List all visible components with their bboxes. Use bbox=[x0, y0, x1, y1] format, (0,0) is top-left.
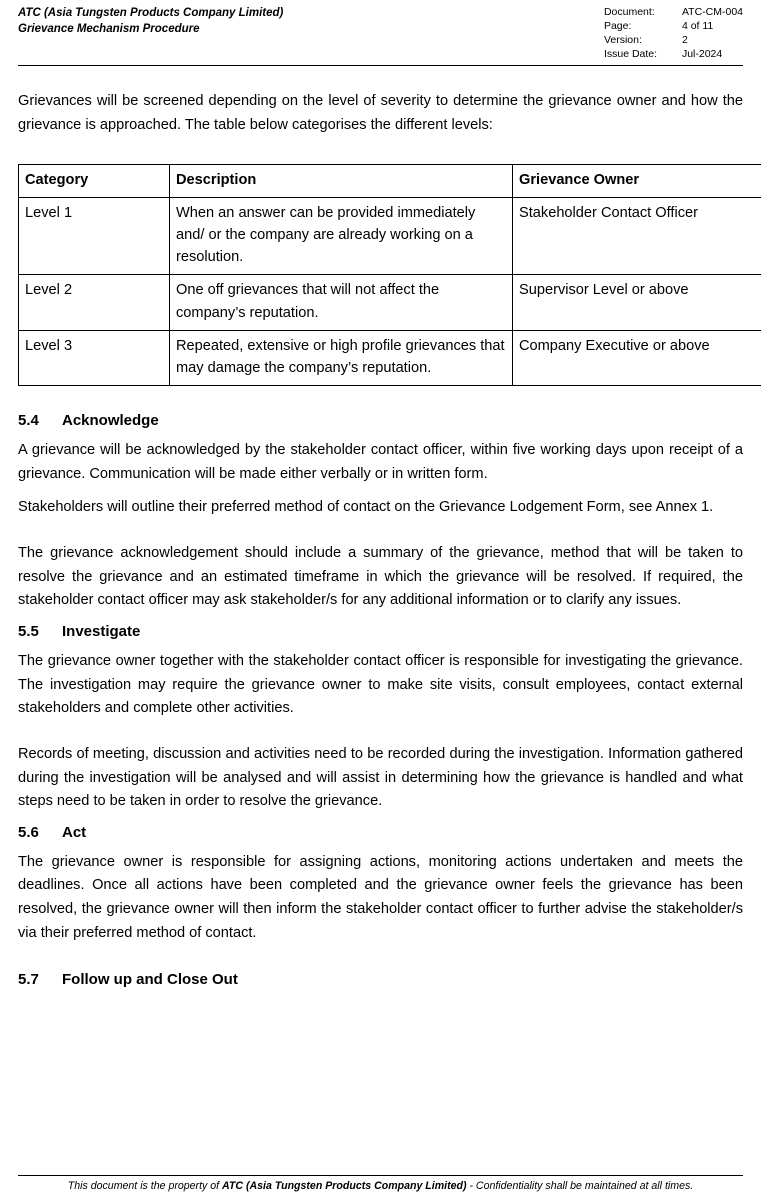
section-number: 5.5 bbox=[18, 622, 39, 640]
cell-category: Level 3 bbox=[19, 330, 170, 385]
section-5-5-paragraph-2: Records of meeting, discussion and activities need to be recorded during the investigation. Information gathered during the investigation will be analysed and will assist in determining how the grievance is handled and what steps need to be taken in order to resolve the grievance. bbox=[18, 745, 743, 810]
section-number: 5.4 bbox=[18, 412, 39, 430]
footer-company-name: ATC (Asia Tungsten Products Company Limited) bbox=[222, 1180, 467, 1192]
cell-category: Level 1 bbox=[19, 197, 170, 275]
table-row bbox=[19, 330, 761, 385]
header-meta-label: Page: bbox=[603, 19, 632, 32]
table-header-owner: Grievance Owner bbox=[513, 164, 761, 197]
section-title: Investigate bbox=[62, 622, 141, 640]
header-meta-value: ATC-CM-004 bbox=[681, 6, 743, 18]
section-5-5-paragraph-1: The grievance owner together with the stakeholder contact officer is responsible for investigating the grievance. The investigation may require the grievance owner to make site visits, consult employees, contact external stakeholders and complete other activities. bbox=[18, 652, 743, 717]
section-number: 5.7 bbox=[18, 971, 39, 989]
header-meta-value: Jul-2024 bbox=[681, 47, 723, 60]
header-meta-label: Document: bbox=[603, 6, 655, 18]
section-title: Follow up and Close Out bbox=[62, 971, 238, 989]
cell-description: When an answer can be provided immediately and/ or the company are already working on a resolution. bbox=[170, 197, 513, 275]
section-5-4-paragraph-1: A grievance will be acknowledged by the stakeholder contact officer, within five working days upon receipt of a grievance. Communication will be made either verbally or in written form. bbox=[18, 442, 743, 482]
cell-owner: Stakeholder Contact Officer bbox=[513, 197, 761, 275]
header-meta-row bbox=[604, 34, 743, 48]
footer-text-before: This document is the property of bbox=[67, 1180, 223, 1192]
section-heading-5-7 bbox=[18, 971, 743, 988]
cell-owner: Company Executive or above bbox=[513, 330, 761, 385]
header-meta-value: 4 of 11 bbox=[681, 19, 714, 32]
grievance-category-table bbox=[18, 164, 761, 386]
header-meta-value: 2 bbox=[681, 33, 688, 46]
table-header-category: Category bbox=[19, 164, 170, 197]
table-row bbox=[19, 197, 761, 275]
section-5-6-paragraph-1: The grievance owner is responsible for assigning actions, monitoring actions undertaken and meets the deadlines. Once all actions have been completed and the grievance owner feels the grievance has been resolved, the grievance owner will then inform the stakeholder contact officer to further advise the stakeholder/s via their preferred method of contact. bbox=[18, 853, 743, 941]
section-title: Acknowledge bbox=[62, 412, 159, 430]
header-meta-block bbox=[604, 6, 743, 61]
page-header bbox=[18, 0, 743, 66]
cell-description: One off grievances that will not affect the company’s reputation. bbox=[170, 275, 513, 330]
intro-paragraph: Grievances will be screened depending on the level of severity to determine the grievance owner and how the grievance is approached. The table below categorises the different levels: bbox=[18, 93, 743, 134]
page-footer bbox=[18, 1175, 743, 1192]
section-heading-5-4 bbox=[18, 412, 743, 429]
table-header-row bbox=[19, 164, 761, 197]
header-meta-row bbox=[604, 6, 743, 20]
table-row bbox=[19, 275, 761, 330]
footer-text-after: - Confidentiality shall be maintained at all times. bbox=[466, 1180, 694, 1192]
header-company-name: ATC (Asia Tungsten Products Company Limited) bbox=[18, 7, 284, 19]
document-body bbox=[18, 66, 743, 988]
section-5-4-paragraph-3: The grievance acknowledgement should include a summary of the grievance, method that will be taken to resolve the grievance and an estimated timeframe in which the grievance will be resolved. If required, the stakeholder contact officer may ask stakeholder/s for any additional information or to clarify any issues. bbox=[18, 545, 743, 609]
header-meta-label: Version: bbox=[603, 33, 642, 46]
cell-category: Level 2 bbox=[19, 275, 170, 330]
section-heading-5-6 bbox=[18, 824, 743, 841]
section-5-4-paragraph-2: Stakeholders will outline their preferred method of contact on the Grievance Lodgement Form, see Annex 1. bbox=[18, 499, 714, 516]
cell-description: Repeated, extensive or high profile grievances that may damage the company’s reputation. bbox=[170, 330, 513, 385]
header-meta-row bbox=[604, 20, 743, 34]
cell-owner: Supervisor Level or above bbox=[513, 275, 761, 330]
section-number: 5.6 bbox=[18, 823, 39, 841]
header-document-title: Grievance Mechanism Procedure bbox=[18, 22, 200, 35]
header-meta-row bbox=[604, 48, 743, 62]
section-heading-5-5 bbox=[18, 623, 743, 640]
section-title: Act bbox=[62, 823, 87, 841]
header-meta-label: Issue Date: bbox=[603, 47, 658, 60]
table-header-description: Description bbox=[170, 164, 513, 197]
header-company-block bbox=[18, 6, 283, 37]
